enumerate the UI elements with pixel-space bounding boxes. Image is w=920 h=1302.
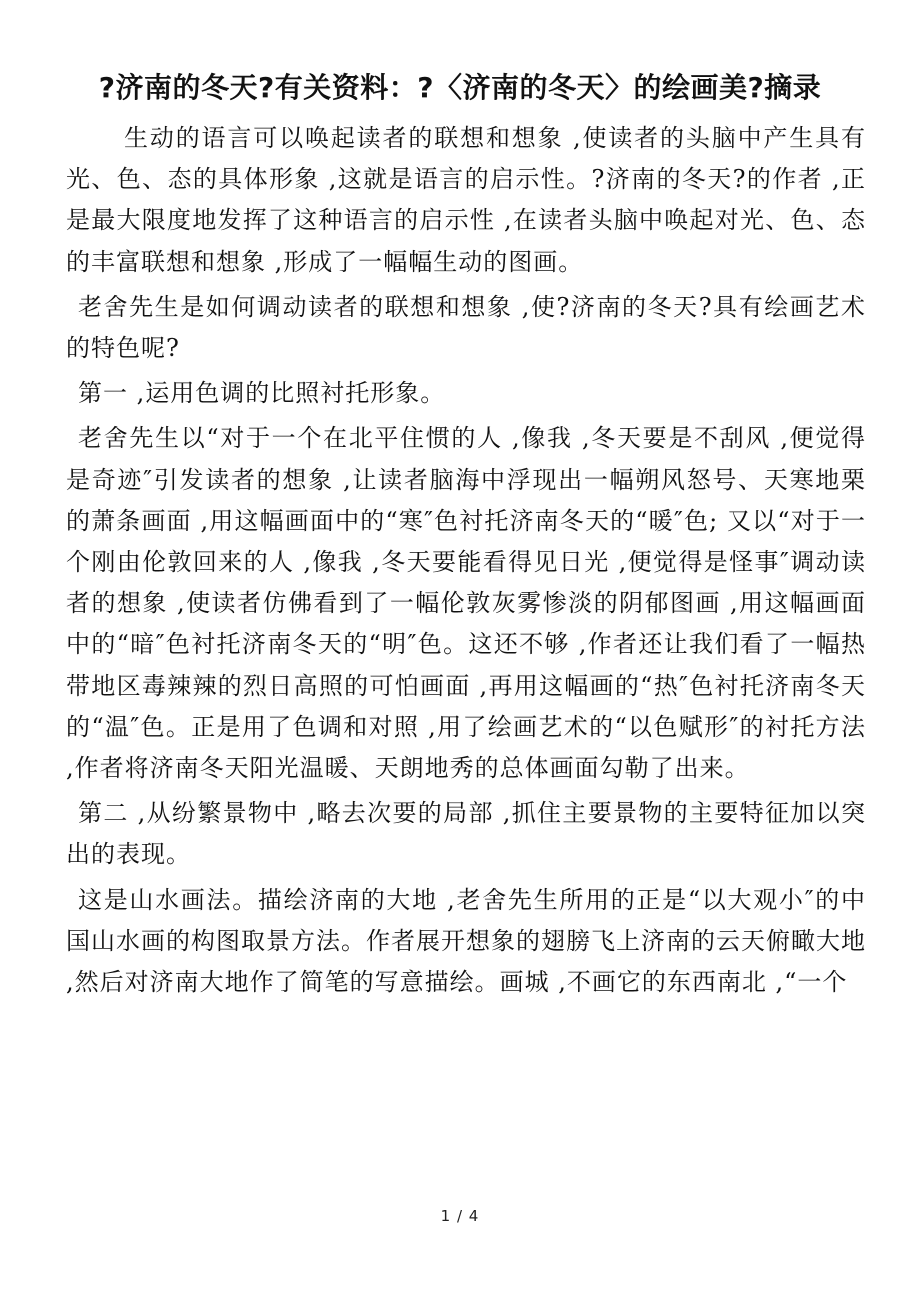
paragraph-point-one-heading: 第一 ,运用色调的比照衬托形象。 xyxy=(78,379,446,408)
paragraph-point-two-heading: 第二 ,从纷繁景物中 ,略去次要的局部 ,抓住主要景物的主要特征加以突出的表现。 xyxy=(66,799,866,869)
paragraph-point-one-body: 老舍先生以“对于一个在北平住惯的人 ,像我 ,冬天要是不刮风 ,便觉得是奇迹″引发读者的想象 ,让读者脑海中浮现出一幅朔风怒号、天寒地栗的萧条画面 ,用这幅画面中的“寒″色衬托济南冬天的“暖″色; 又以“对于一个刚由伦敦回来的人 ,像我 ,冬天要能看得见日光 ,便觉得是怪事″调动读者的想象 ,使读者仿佛看到了一幅伦敦灰雾惨淡的阴郁图画 ,用这幅画面中的“暗″色衬托济南冬天的“明″色。这还不够 ,作者还让我们看了一幅热带地区毒辣辣的烈日高照的可怕画面 ,再用这幅画的“热″色衬托济南冬天的“温″色。正是用了色调和对照 ,用了绘画艺术的“以色赋形″的衬托方法 ,作者将济南冬天阳光温暖、天朗地秀的总体画面勾勒了出来。 xyxy=(66,424,866,783)
paragraph-point-two-body: 这是山水画法。描绘济南的大地 ,老舍先生所用的正是“以大观小″的中国山水画的构图取景方法。作者展开想象的翅膀飞上济南的云天俯瞰大地 ,然后对济南大地作了简笔的写意描绘。画城 ,不画它的东西南北 ,“一个 xyxy=(66,885,866,997)
paragraph-question: 老舍先生是如何调动读者的联想和想象 ,使?济南的冬天?具有绘画艺术的特色呢? xyxy=(66,292,866,363)
document-title: ?济南的冬天?有关资料：?〈济南的冬天〉的绘画美?摘录 xyxy=(98,71,822,104)
page-indicator: 1 / 4 xyxy=(440,1207,480,1225)
paragraph-intro: 生动的语言可以唤起读者的联想和想象 ,使读者的头脑中产生具有光、色、态的具体形象 ,这就是语言的启示性。?济南的冬天?的作者 ,正是最大限度地发挥了这种语言的启示性 ,在读者头脑中唤起对光、色、态的丰富联想和想象 ,形成了一幅幅生动的图画。 xyxy=(66,124,866,276)
document-body xyxy=(66,118,866,1007)
